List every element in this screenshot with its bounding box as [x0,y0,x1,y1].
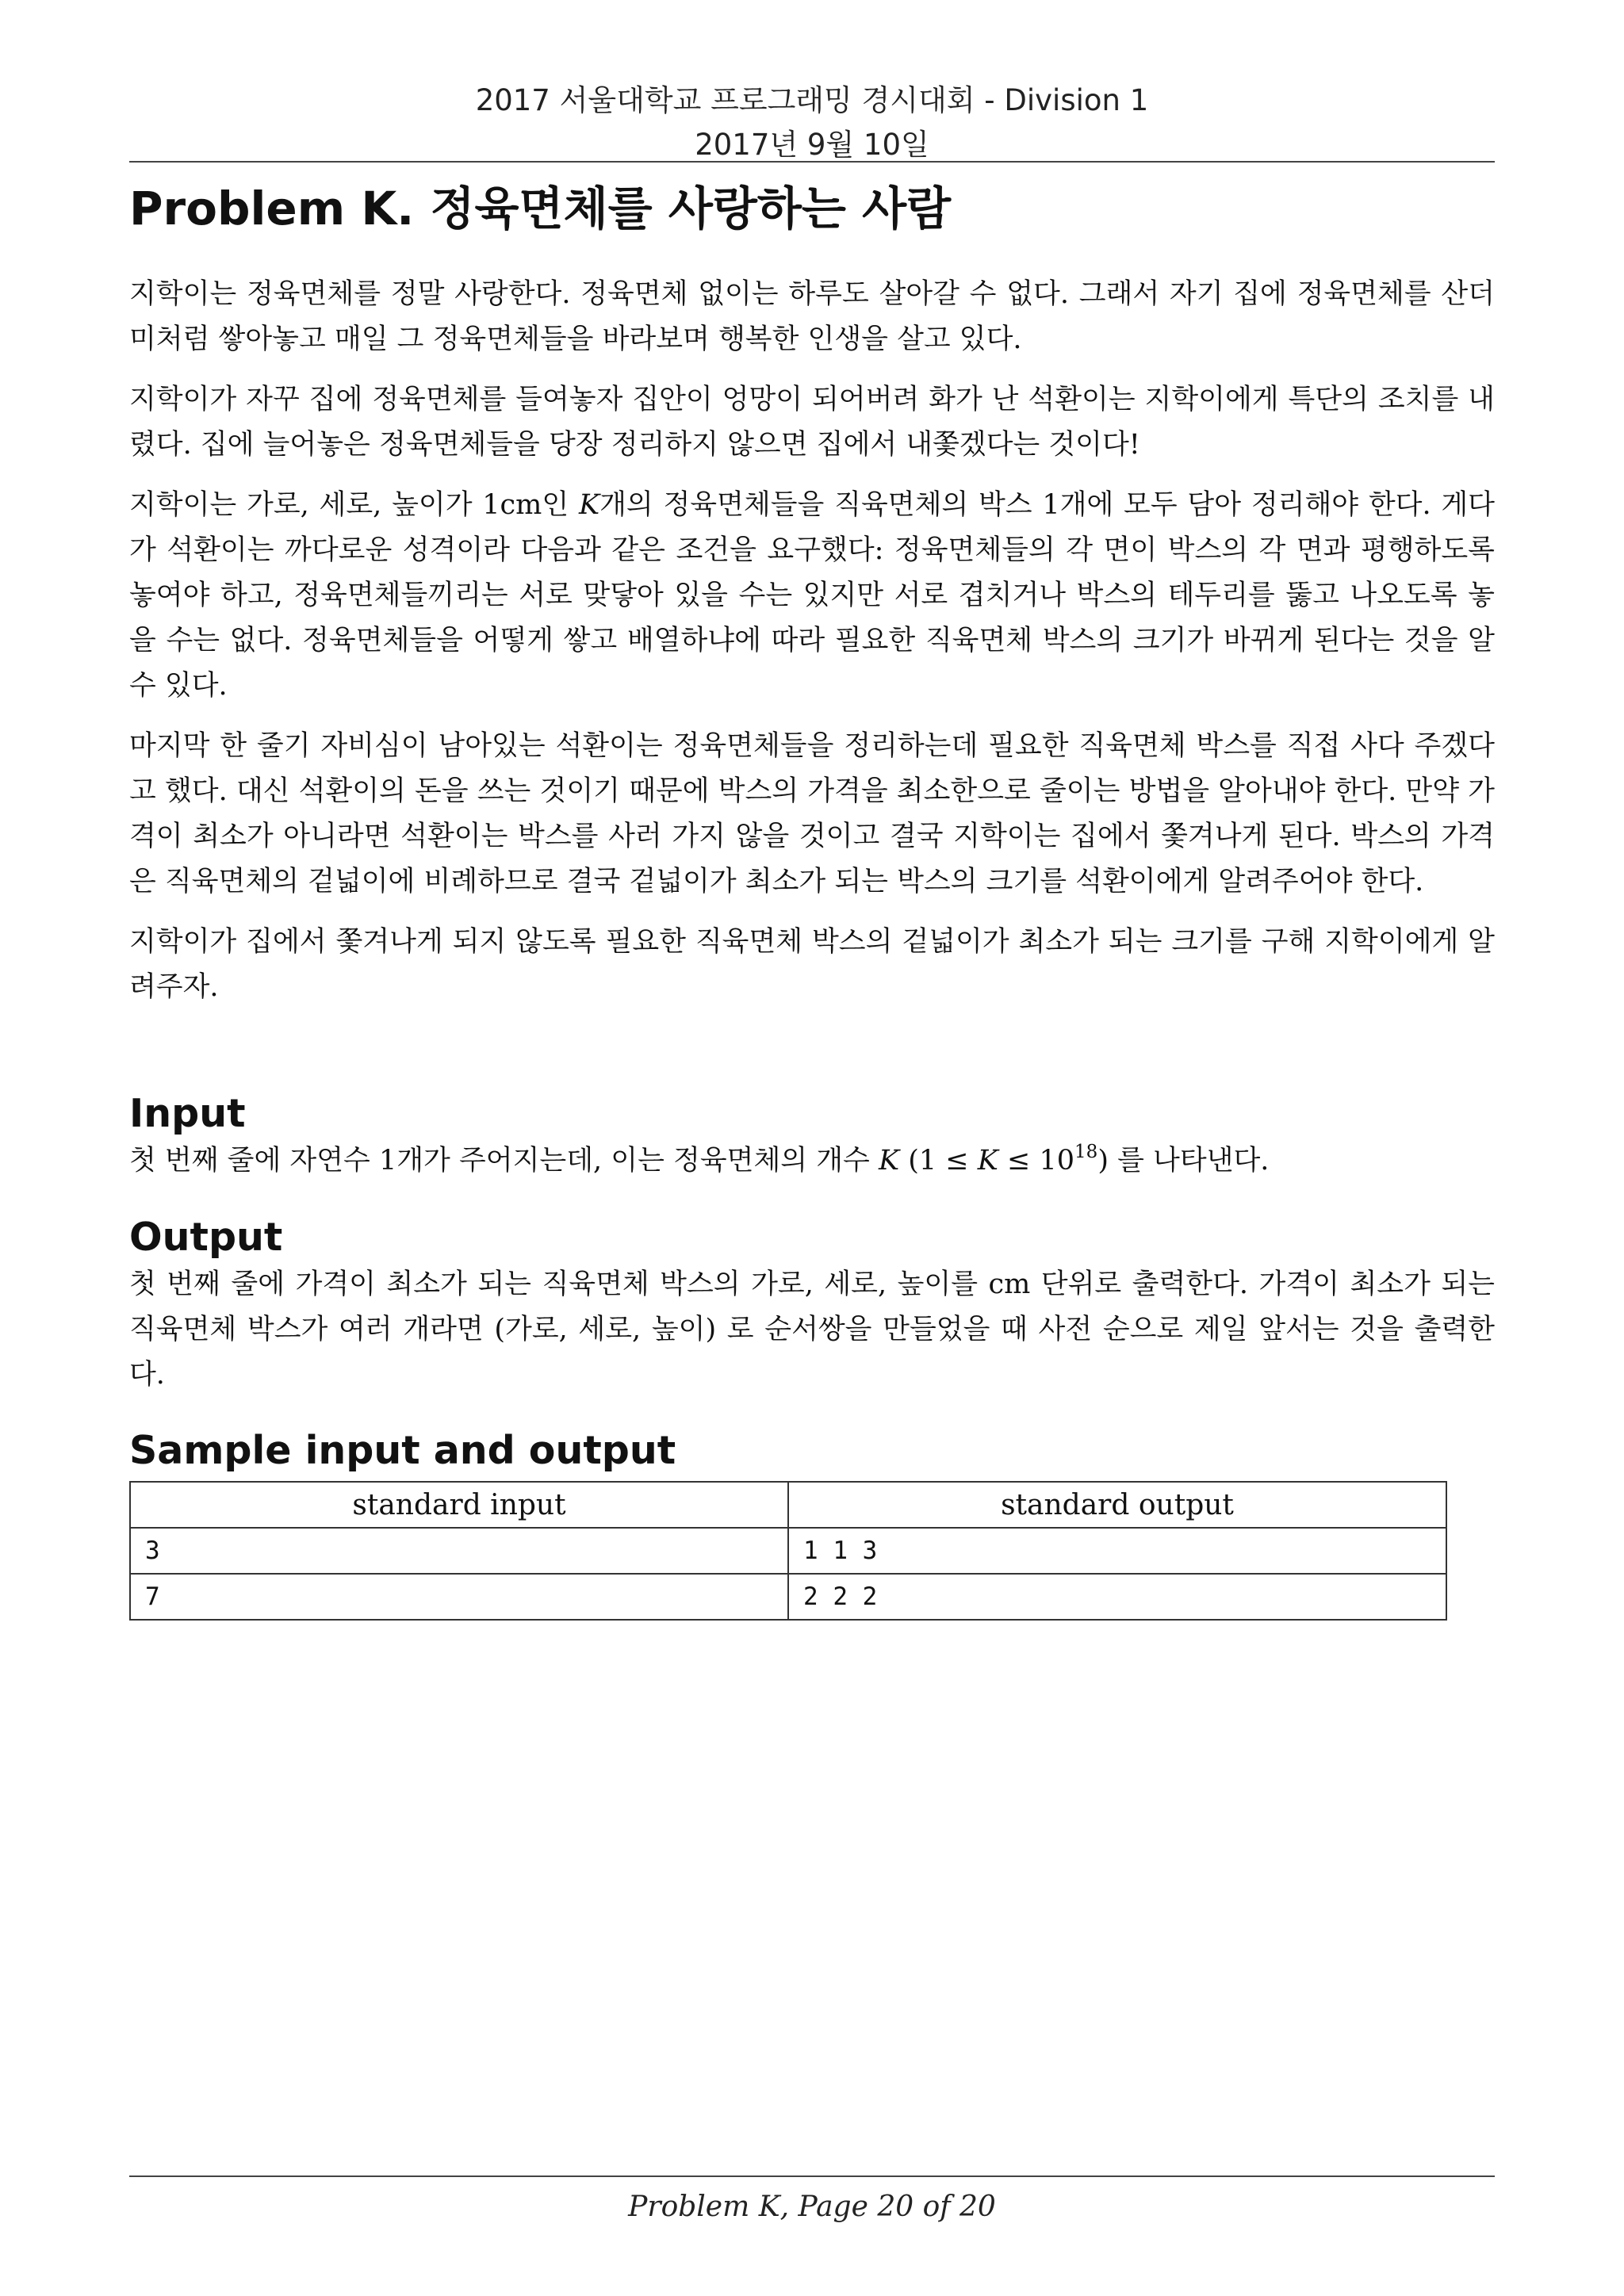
statement-paragraph-2: 지학이가 자꾸 집에 정육면체를 들여놓자 집안이 엉망이 되어버려 화가 난 석환이는 지학이에게 특단의 조치를 내렸다. 집에 늘어놓은 정육면체들을 당장 정리하지 않으면 집에서 내쫓겠다는 것이다! [129,384,1495,461]
input-text: 를 나타낸다. [1108,1145,1270,1177]
sample-table [129,1481,1447,1621]
standard-input-header: standard input [130,1482,788,1528]
problem-statement [129,272,1495,1025]
contest-header: 2017 서울대학교 프로그래밍 경시대회 - Division 1 [475,83,1149,117]
contest-date: 2017년 9월 10일 [695,128,929,162]
statement-text: 개의 정육면체들을 직육면체의 박스 1개에 모두 담아 정리해야 한다. 게다가 석환이는 까다로운 성격이라 다음과 같은 조건을 요구했다: 정육면체들의 각 면이 박스의 각 면과 평행하도록 놓여야 하고, 정육면체들끼리는 서로 맞닿아 있을 수는 있지만 서로 겹치거나 박스의 테두리를 뚫고 나오도록 놓을 수는 없다. 정육면체들을 어떻게 쌓고 배열하냐에 따라 필요한 직육면체 박스의 크기가 바뀌게 된다는 것을 알 수 있다. [129,489,1495,702]
statement-paragraph-1: 지학이는 정육면체를 정말 사랑한다. 정육면체 없이는 하루도 살아갈 수 없다. 그래서 자기 집에 정육면체를 산더미처럼 쌓아놓고 매일 그 정육면체들을 바라보며 행복한 인생을 살고 있다. [129,278,1495,355]
problem-title: Problem K. 정육면체를 사랑하는 사람 [129,182,952,235]
sample-input-cell: 7 [130,1574,788,1620]
math-variable: K [578,489,600,521]
sample-heading: Sample input and output [129,1428,676,1473]
math-exponent: 18 [1074,1142,1098,1163]
math-range: ) [1097,1145,1109,1177]
statement-text: 지학이는 가로, 세로, 높이가 1cm인 [129,489,579,521]
sample-row [130,1574,1446,1620]
math-variable: K [977,1145,998,1177]
math-range: (1 ≤ [899,1145,978,1177]
math-variable: K [878,1145,900,1177]
output-description: 첫 번째 줄에 가격이 최소가 되는 직육면체 박스의 가로, 세로, 높이를 cm 단위로 출력한다. 가격이 최소가 되는 직육면체 박스가 여러 개라면 (가로, 세로, 높이) 로 순서쌍을 만들었을 때 사전 순으로 제일 앞서는 것을 출력한다. [129,1269,1495,1391]
input-text: 첫 번째 줄에 자연수 1개가 주어지는데, 이는 정육면체의 개수 [129,1145,879,1177]
sample-output-cell: 1 1 3 [788,1528,1446,1574]
footer-divider [129,2175,1495,2177]
header-divider [129,161,1495,163]
input-section [129,1077,1495,1199]
statement-paragraph-3 [129,483,1495,709]
sample-output-cell: 2 2 2 [788,1574,1446,1620]
sample-input-cell: 3 [130,1528,788,1574]
input-heading: Input [129,1091,246,1136]
output-heading: Output [129,1215,283,1260]
page-footer: Problem K, Page 20 of 20 [628,2191,996,2223]
statement-paragraph-4: 마지막 한 줄기 자비심이 남아있는 석환이는 정육면체들을 정리하는데 필요한 직육면체 박스를 직접 사다 주겠다고 했다. 대신 석환이의 돈을 쓰는 것이기 때문에 박스의 가격을 최소한으로 줄이는 방법을 알아내야 한다. 만약 가격이 최소가 아니라면 석환이는 박스를 사러 가지 않을 것이고 결국 지학이는 집에서 쫓겨나게 된다. 박스의 가격은 직육면체의 겉넓이에 비례하므로 결국 겉넓이가 최소가 되는 박스의 크기를 석환이에게 알려주어야 한다. [129,730,1495,897]
math-range: ≤ 10 [998,1145,1075,1177]
input-description [129,1138,1495,1184]
standard-output-header: standard output [788,1482,1446,1528]
statement-paragraph-5: 지학이가 집에서 쫓겨나게 되지 않도록 필요한 직육면체 박스의 겉넓이가 최소가 되는 크기를 구해 지학이에게 알려주자. [129,926,1495,1003]
sample-header-row [130,1482,1446,1528]
sample-row [130,1528,1446,1574]
sample-section [129,1414,1495,1475]
output-section [129,1200,1495,1413]
